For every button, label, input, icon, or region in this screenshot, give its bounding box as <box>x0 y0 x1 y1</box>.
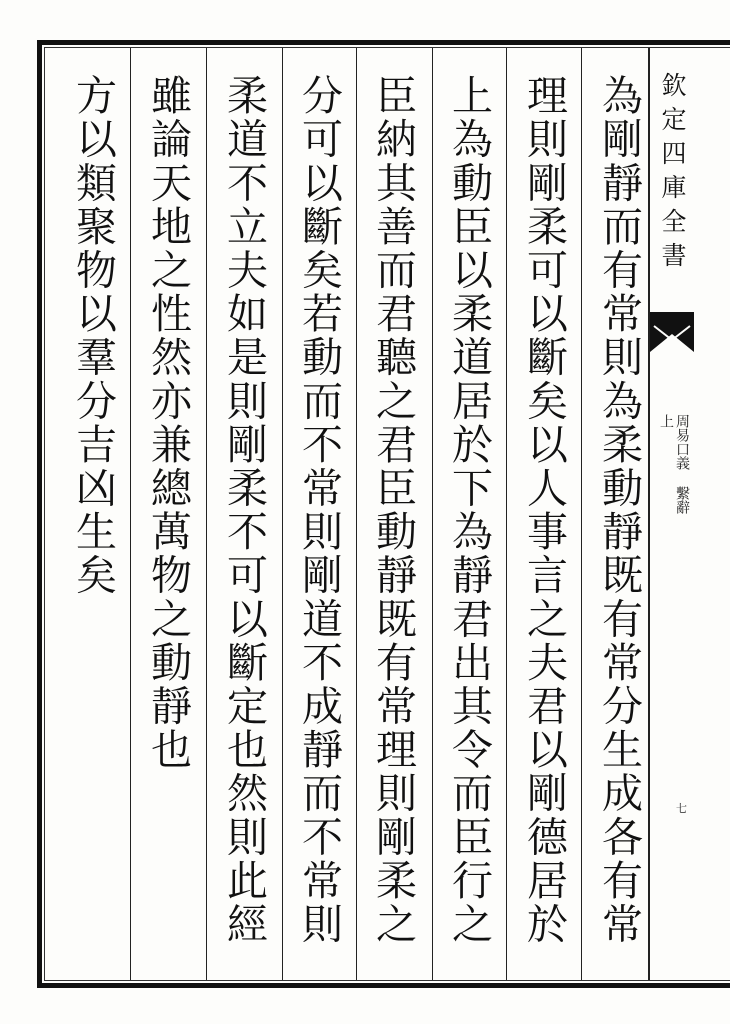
text-column-1: 為剛靜而有常則為柔動靜既有常分生成各有常 <box>595 74 643 946</box>
column-rule <box>282 48 283 980</box>
book-title: 欽定四庫全書 <box>658 72 687 276</box>
section-label: 周易口義 繫辭上 <box>658 414 690 514</box>
text-column-6: 柔道不立夫如是則剛柔不可以斷定也然則此經 <box>220 74 268 946</box>
column-rule <box>581 48 582 980</box>
text-column-4: 臣納其善而君聽之君臣動靜既有常理則剛柔之 <box>369 74 417 946</box>
column-rule <box>506 48 507 980</box>
text-column-8: 方以類聚物以羣分吉凶生矣 <box>69 74 117 598</box>
column-rule <box>356 48 357 980</box>
text-column-2: 理則剛柔可以斷矣以人事言之夫君以剛德居於 <box>520 74 568 946</box>
fish-tail-icon <box>650 312 694 352</box>
column-rule <box>130 48 131 980</box>
text-column-3: 上為動臣以柔道居於下為靜君出其令而臣行之 <box>445 74 493 946</box>
column-rule <box>206 48 207 980</box>
text-column-7: 雖論天地之性然亦兼總萬物之動靜也 <box>144 74 192 772</box>
text-column-5: 分可以斷矣若動而不常則剛道不成靜而不常則 <box>295 74 343 946</box>
column-rule <box>432 48 433 980</box>
page-marker: 七 <box>676 802 687 815</box>
